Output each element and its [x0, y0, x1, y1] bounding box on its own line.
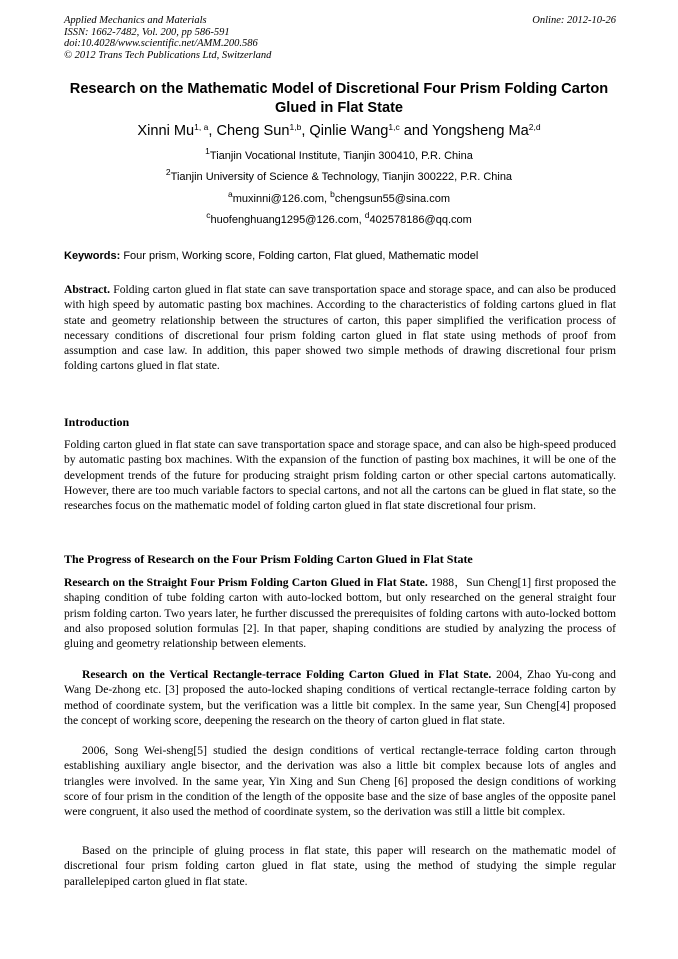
- online-date: Online: 2012-10-26: [532, 15, 616, 26]
- paper-title: Research on the Mathematic Model of Discretional Four Prism Folding Carton Glued in Flat State: [69, 81, 609, 116]
- paragraph-text: 1988，Sun Cheng[1] first proposed the shaping condition of tube folding carton with auto-locked bottom, but only researched on the general straight four prism folding carton. Two years later, he further discussed the prerequisites of folding cartons with auto-locked bottom and also proposed solution formulas [2]. In that paper, shaping conditions are studied by analyzing the process of gluing and geometry relationship between elements.: [64, 576, 616, 651]
- keywords-label: Keywords:: [64, 250, 121, 262]
- email-superscript: d: [364, 210, 370, 220]
- journal-name: Applied Mechanics and Materials: [64, 15, 207, 26]
- author-name: Yongsheng Ma: [431, 123, 529, 139]
- email-line-2: [40, 210, 638, 227]
- affiliation-text: Tianjin Vocational Institute, Tianjin 300410, P.R. China: [209, 150, 473, 162]
- issn-line: ISSN: 1662-7482, Vol. 200, pp 586-591: [64, 26, 230, 38]
- abstract-paragraph: [64, 282, 616, 374]
- abstract-text: Folding carton glued in flat state can save transportation space and storage space, and can also be produced with high speed by automatic pasting box machines. According to the characteristics of folding cartons glued in flat state and geometry relationship between the structures of carton, this paper simplified the verification process of necessary conditions of discretional four prism folding carton glued in flat state using methods of proof from assumption and case law. In addition, this paper showed two simple methods of drawing discretional four prism folding cartons glued in flat state.: [64, 283, 616, 373]
- paragraph-text: 2004, Zhao Yu-cong and Wang De-zhong etc. [3] proposed the auto-locked shaping conditions of vertical rectangle-terrace folding carton by method of coordinate system, but the verification was a little bit complex. In the same year, Sun Cheng[4] proposed the concept of working score, deepening the research on the theory of carton glued in flat state.: [64, 668, 616, 727]
- author-name: Qinlie Wang: [309, 123, 389, 139]
- author-superscript: 1, a: [194, 122, 209, 132]
- introduction-heading: Introduction: [64, 415, 130, 429]
- email-superscript: c: [206, 210, 211, 220]
- progress-paragraph-3: 2006, Song Wei-sheng[5] studied the design conditions of vertical rectangle-terrace folding carton through establishing auxiliary angle bisector, and the derivation was also a little bit complex because lots of angles and triangles were involved. In the same year, Yin Xing and Sun Cheng [6] proposed the design conditions of working score of four prism in the condition of the length of the opposite base and the size of base angles of the opposite panel were congruent, it also used the method of coordinate system, so the derivation was still a little bit complex.: [64, 744, 616, 819]
- progress-paragraph-1: [64, 575, 616, 651]
- introduction-paragraph: Folding carton glued in flat state can save transportation space and storage space, and can also be high-speed produced by automatic pasting box machines. With the expansion of the function of pasting box machines, it will be one of the development trends of the future for producing straight prism folding carton or other special cartons automatically. However, there are too much variable factors to special cartons, and not all the cartons can be glued in flat state, so the researches focus on the mathematic model of folding carton glued in flat state discretional four prism.: [64, 438, 616, 513]
- author-name: Cheng Sun: [216, 123, 290, 139]
- paragraph-run-in-heading: Research on the Vertical Rectangle-terrace Folding Carton Glued in Flat State.: [82, 668, 492, 681]
- author-superscript: 1,c: [388, 122, 400, 132]
- affiliation-text: Tianjin University of Science & Technology, Tianjin 300222, P.R. China: [170, 171, 513, 183]
- journal-header: [64, 15, 616, 61]
- author-superscript: 2,d: [528, 122, 541, 132]
- keywords-line: [64, 249, 616, 263]
- doi-line: doi:10.4028/www.scientific.net/AMM.200.586: [64, 38, 258, 49]
- copyright-line: © 2012 Trans Tech Publications Ltd, Switzerland: [64, 49, 272, 61]
- email-line-1: [40, 189, 638, 206]
- keywords-text: Four prism, Working score, Folding carton, Flat glued, Mathematic model: [123, 250, 479, 262]
- progress-heading: The Progress of Research on the Four Prism Folding Carton Glued in Flat State: [64, 552, 473, 566]
- progress-paragraph-2: [64, 667, 616, 728]
- affiliation-superscript: 1: [205, 146, 210, 156]
- email-address: muxinni@126.com,: [232, 193, 328, 205]
- email-superscript: b: [330, 189, 335, 199]
- progress-paragraph-4: Based on the principle of gluing process in flat state, this paper will research on the mathematic model of discretional four prism folding carton glued in flat state, using the method of studying the simple regular parallelepiped carton glued in flat state.: [64, 844, 616, 888]
- abstract-label: Abstract.: [64, 283, 111, 296]
- affiliation-superscript: 2: [165, 167, 171, 177]
- author-list: Xinni Mu$^{1, a}$, Cheng Sun$^{1,b}$, Qinlie Wang$^{1,c}$ and Yongsheng Ma$^{2,d}$: [137, 122, 541, 139]
- affiliation-1: [40, 146, 638, 163]
- paragraph-run-in-heading: Research on the Straight Four Prism Folding Carton Glued in Flat State.: [64, 576, 428, 589]
- email-superscript: a: [228, 189, 233, 199]
- author-superscript: 1,b: [289, 122, 302, 132]
- email-address: huofenghuang1295@126.com,: [210, 214, 362, 226]
- author-name: Xinni Mu: [137, 123, 195, 139]
- affiliation-2: [40, 167, 638, 184]
- author-conjunction: and: [403, 123, 429, 139]
- email-address: 402578186@qq.com: [369, 214, 472, 226]
- email-address: chengsun55@sina.com: [334, 193, 450, 205]
